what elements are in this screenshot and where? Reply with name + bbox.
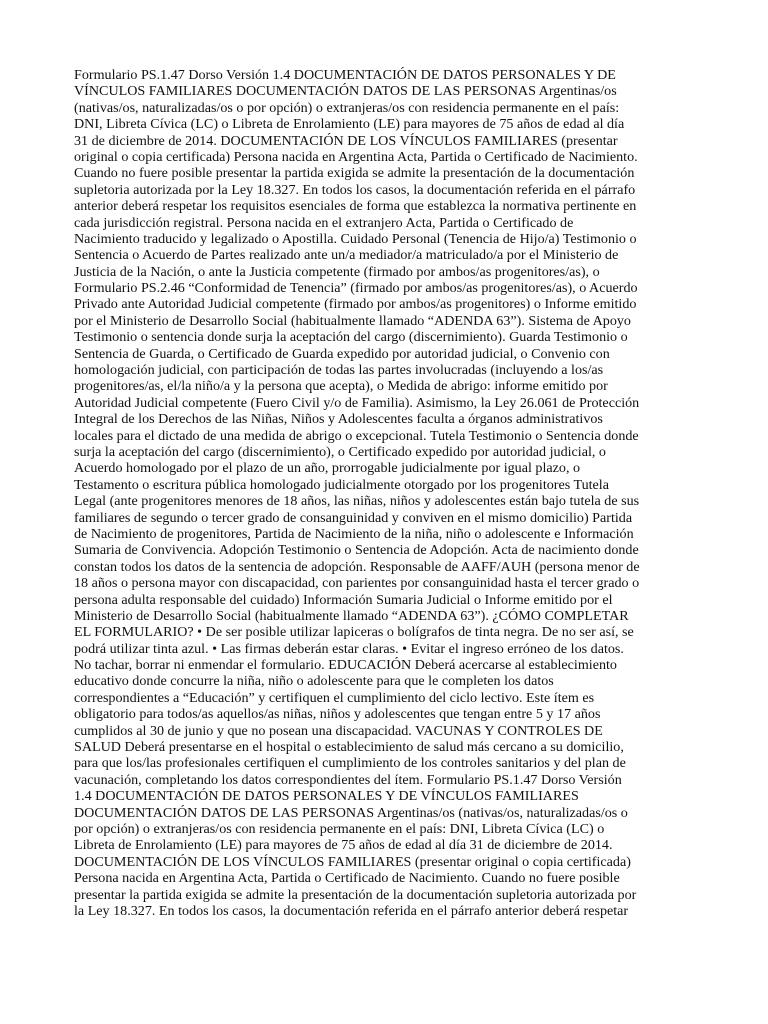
document-text-line: Cuando no fuere posible presentar la partida exigida se admite la presentación de la documentación <box>74 165 635 182</box>
document-text-line: Testamento o escritura pública homologado judicialmente otorgado por los progenitores Tutela <box>74 476 609 493</box>
document-text-line: supletoria autorizada por la Ley 18.327. En todos los casos, la documentación referida en el párrafo <box>74 181 636 198</box>
document-text-line: Sentencia de Guarda, o Certificado de Guarda expedido por autoridad judicial, o Convenio con <box>74 345 610 362</box>
document-text-line: Formulario PS.1.47 Dorso Versión 1.4 DOCUMENTACIÓN DE DATOS PERSONALES Y DE <box>74 67 616 83</box>
document-text-line: anterior deberá respetar los requisitos esenciales de forma que establezca la normativa pertinente en <box>74 198 637 215</box>
document-text-line: correspondientes a “Educación” y certifiquen el cumplimiento del ciclo lectivo. Este ítem es <box>74 689 595 706</box>
document-text-line: Nacimiento traducido y legalizado o Apostilla. Cuidado Personal (Tenencia de Hijo/a) Testimonio o <box>74 230 637 247</box>
document-text-line: Libreta de Enrolamiento (LE) para mayores de 75 años de edad al día 31 de diciembre de 2014. <box>74 837 613 854</box>
document-text-line: Sumaria de Convivencia. Adopción Testimonio o Sentencia de Adopción. Acta de nacimiento donde <box>74 542 639 559</box>
document-text-line: homologación judicial, con participación de todas las partes involucradas (incluyendo a los/as <box>74 362 604 379</box>
document-text-line: Persona nacida en Argentina Acta, Partida o Certificado de Nacimiento. Cuando no fuere posible <box>74 870 620 887</box>
document-page <box>74 67 702 919</box>
document-text-line: Legal (ante progenitores menores de 18 años, las niñas, niños y adolescentes están bajo tutela de sus <box>74 493 640 510</box>
document-text-line: SALUD Deberá presentarse en el hospital o establecimiento de salud más cercano a su domicilio, <box>74 739 624 756</box>
document-text-line: Testimonio o sentencia donde surja la aceptación del cargo (discernimiento). Guarda Testimonio o <box>74 329 628 346</box>
document-text-line: original o copia certificada) Persona nacida en Argentina Acta, Partida o Certificado de Nacimiento. <box>74 148 638 165</box>
document-text-line: educativo donde concurre la niña, niño o adolescente para que le completen los datos <box>74 673 554 690</box>
document-text-line: Privado ante Autoridad Judicial competente (firmado por ambos/as progenitores) o Informe emitido <box>74 296 637 313</box>
document-text-line: 1.4 DOCUMENTACIÓN DE DATOS PERSONALES Y DE VÍNCULOS FAMILIARES <box>74 788 579 805</box>
document-text-line: DNI, Libreta Cívica (LC) o Libreta de Enrolamiento (LE) para mayores de 75 años de edad al día <box>74 116 625 133</box>
document-text-line: Ministerio de Desarrollo Social (habitualmente llamado “ADENDA 63”). ¿CÓMO COMPLETAR <box>74 607 629 624</box>
document-text-line: No tachar, borrar ni enmendar el formulario. EDUCACIÓN Deberá acercarse al establecimiento <box>74 657 617 674</box>
document-text-line: DOCUMENTACIÓN DE LOS VÍNCULOS FAMILIARES (presentar original o copia certificada) <box>74 853 631 870</box>
document-text-line: la Ley 18.327. En todos los casos, la documentación referida en el párrafo anterior deberá respetar <box>74 902 629 919</box>
document-text-line: constan todos los datos de la sentencia de adopción. Responsable de AAFF/AUH (persona menor de <box>74 558 640 575</box>
document-text-line: presentar la partida exigida se admite la presentación de la documentación supletoria autorizada por <box>74 886 637 903</box>
document-text-line: podrá utilizar tinta azul. • Las firmas deberán estar claras. • Evitar el ingreso erróneo de los datos. <box>74 640 624 657</box>
document-text-line: 18 años o persona mayor con discapacidad, con parientes por consanguinidad hasta el tercer grado o <box>74 575 640 592</box>
document-text-line: por el Ministerio de Desarrollo Social (habitualmente llamado “ADENDA 63”). Sistema de Apoyo <box>74 312 631 329</box>
document-text-line: por opción) o extranjeras/os con residencia permanente en el país: DNI, Libreta Cívica (LC) o <box>74 820 605 837</box>
document-text-line: DOCUMENTACIÓN DATOS DE LAS PERSONAS Argentinas/os (nativas/os, naturalizadas/os o <box>74 804 628 821</box>
document-text-line: obligatorio para todos/as aquellos/as niñas, niños y adolescentes que tengan entre 5 y 17 años <box>74 706 601 723</box>
document-text-line: Autoridad Judicial competente (Fuero Civil y/o de Familia). Asimismo, la Ley 26.061 de Protección <box>74 394 640 411</box>
document-text-line: 31 de diciembre de 2014. DOCUMENTACIÓN DE LOS VÍNCULOS FAMILIARES (presentar <box>74 132 618 149</box>
document-text-line: Formulario PS.2.46 “Conformidad de Tenencia” (firmado por ambos/as progenitores/as), o Acuerdo <box>74 280 638 297</box>
document-text-line: de Nacimiento de progenitores, Partida de Nacimiento de la niña, niño o adolescente e Información <box>74 525 634 542</box>
document-text-line: Integral de los Derechos de las Niñas, Niños y Adolescentes faculta a órganos administrativos <box>74 411 603 428</box>
document-text-line: (nativas/os, naturalizadas/os o por opción) o extranjeras/os con residencia permanente en el país: <box>74 99 620 116</box>
document-text-line: familiares de segundo o tercer grado de consanguinidad y conviven en el mismo domicilio) Partida <box>74 509 633 526</box>
document-text-line: para que los/las profesionales certifiquen el cumplimiento de los controles sanitarios y del plan de <box>74 755 626 772</box>
document-text-line: vacunación, completando los datos correspondientes del ítem. Formulario PS.1.47 Dorso Versión <box>74 771 622 788</box>
document-text-line: cada jurisdicción registral. Persona nacida en el extranjero Acta, Partida o Certificado de <box>74 214 574 231</box>
document-text-line: Sentencia o Acuerdo de Partes realizado ante un/a mediador/a matriculado/a por el Ministerio de <box>74 247 619 264</box>
document-text-line: locales para el dictado de una medida de abrigo o excepcional. Tutela Testimonio o Sentencia donde <box>74 427 639 444</box>
document-text-line: Justicia de la Nación, o ante la Justicia competente (firmado por ambos/as progenitores/as), o <box>74 263 600 280</box>
document-text-line: cumplidos al 30 de junio y que no posean una discapacidad. VACUNAS Y CONTROLES DE <box>74 722 603 739</box>
document-body <box>74 67 702 919</box>
document-text-line: progenitores/as, el/la niño/a y la persona que acepta), o Medida de abrigo: informe emitido por <box>74 378 608 395</box>
document-text-line: surja la aceptación del cargo (discernimiento), o Certificado expedido por autoridad judicial, o <box>74 443 606 460</box>
document-text-line: EL FORMULARIO? • De ser posible utilizar lapiceras o bolígrafos de tinta negra. De no ser así, se <box>74 624 634 641</box>
document-text-line: persona adulta responsable del cuidado) Información Sumaria Judicial o Informe emitido por el <box>74 591 613 608</box>
document-text-line: Acuerdo homologado por el plazo de un año, prorrogable judicialmente por igual plazo, o <box>74 460 581 477</box>
document-text-line: VÍNCULOS FAMILIARES DOCUMENTACIÓN DATOS DE LAS PERSONAS Argentinas/os <box>74 83 617 100</box>
